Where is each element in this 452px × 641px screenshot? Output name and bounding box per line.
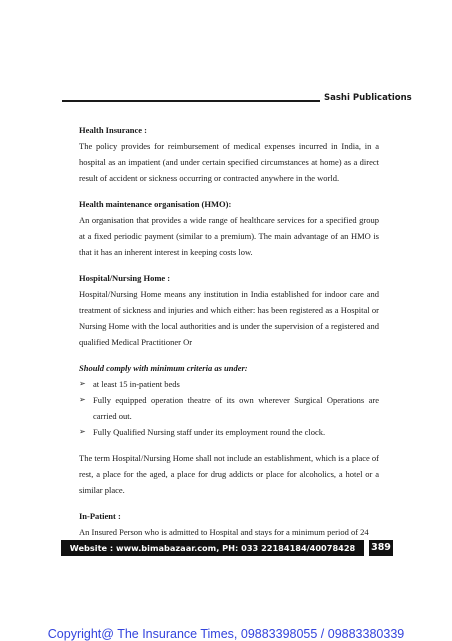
heading-hospital: Hospital/Nursing Home : xyxy=(79,273,171,283)
header-divider xyxy=(62,100,320,102)
section-in-patient xyxy=(79,508,379,540)
heading-hmo: Health maintenance organisation (HMO): xyxy=(79,199,232,209)
copyright-notice: Copyright@ The Insurance Times, 09883398055 / 09883380339 xyxy=(47,627,405,641)
header-publisher: Sashi Publications xyxy=(324,93,412,103)
arrow-bullet-icon: ➢ xyxy=(79,395,86,404)
arrow-bullet-icon: ➢ xyxy=(79,379,86,388)
list-item-text: Fully equipped operation theatre of its own wherever Surgical Operations are carried out. xyxy=(93,395,379,421)
list-item xyxy=(79,424,379,440)
criteria-list xyxy=(79,376,379,440)
section-hospital xyxy=(79,270,379,350)
footer-website-bar: Website : www.bimabazaar.com, PH: 033 22184184/40078428 xyxy=(61,540,364,556)
page-number: 389 xyxy=(369,540,393,556)
section-hmo xyxy=(79,196,379,260)
heading-in-patient: In-Patient : xyxy=(79,511,121,521)
heading-criteria: Should comply with minimum criteria as under: xyxy=(79,363,248,373)
document-body xyxy=(79,122,379,550)
paragraph-hospital: Hospital/Nursing Home means any institution in India established for indoor care and treatment of sickness and injuries and which either: has been registered as a Hospital or Nursing Home with the local authorities and is under the supervision of a registered and qualified Medical Practitioner Or xyxy=(79,289,379,347)
list-item xyxy=(79,392,379,424)
list-item-text: at least 15 in-patient beds xyxy=(93,379,180,389)
list-item xyxy=(79,376,379,392)
section-health-insurance xyxy=(79,122,379,186)
section-exclusion xyxy=(79,450,379,498)
paragraph-hmo: An organisation that provides a wide range of healthcare services for a specified group at a fixed periodic payment (similar to a premium). The main advantage of an HMO is that it has an inherent interest in keeping costs low. xyxy=(79,215,379,257)
section-criteria xyxy=(79,360,379,440)
heading-health-insurance: Health Insurance : xyxy=(79,125,147,135)
list-item-text: Fully Qualified Nursing staff under its employment round the clock. xyxy=(93,427,326,437)
arrow-bullet-icon: ➢ xyxy=(79,427,86,436)
paragraph-health-insurance: The policy provides for reimbursement of medical expenses incurred in India, in a hospital as an impatient (and under certain specified circumstances at home) as a direct result of accident or sickness occurring or contracted anywhere in the world. xyxy=(79,141,379,183)
paragraph-in-patient: An Insured Person who is admitted to Hospital and stays for a minimum period of 24 xyxy=(79,527,369,537)
paragraph-exclusion: The term Hospital/Nursing Home shall not include an establishment, which is a place of rest, a place for the aged, a place for drug addicts or place for alcoholics, a hotel or a similar place. xyxy=(79,453,379,495)
